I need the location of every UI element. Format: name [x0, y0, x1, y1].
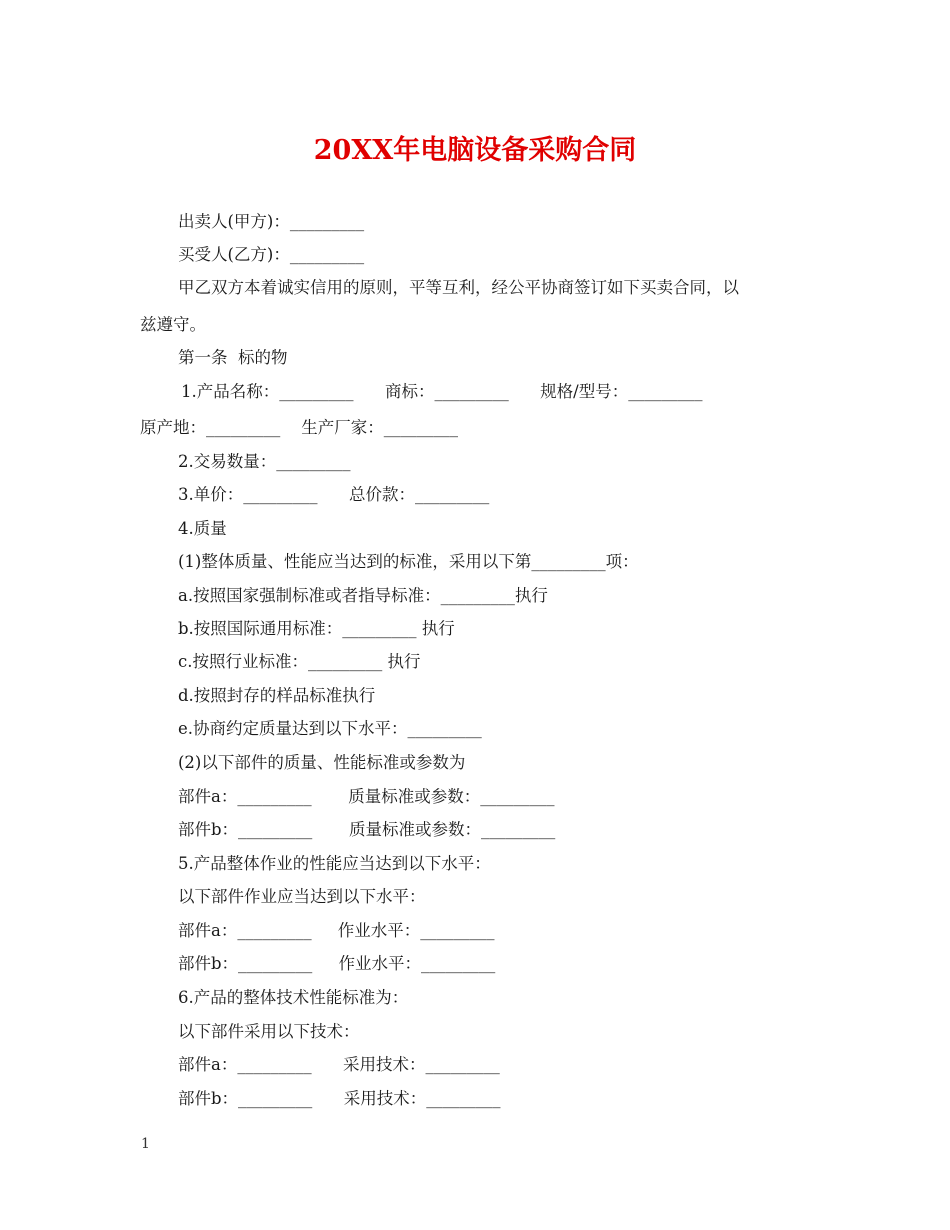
part-b-technology: 部件b：_________ 采用技术：_________ [178, 1089, 501, 1108]
quantity-line: 2.交易数量：_________ [178, 452, 351, 471]
origin-line: 原产地：_________ 生产厂家：_________ [140, 418, 458, 437]
technical-heading: 6.产品的整体技术性能标准为： [178, 988, 409, 1007]
quality-clause-2: (2)以下部件的质量、性能标准或参数为 [178, 753, 466, 772]
quality-option-b: b.按照国际通用标准：_________ 执行 [178, 619, 455, 638]
preamble-line: 甲乙双方本着诚实信用的原则，平等互利，经公平协商签订如下买卖合同，以 [178, 278, 739, 297]
quality-heading: 4.质量 [178, 519, 227, 538]
part-b-quality: 部件b：_________ 质量标准或参数：_________ [178, 820, 556, 839]
quality-option-d: d.按照封存的样品标准执行 [178, 686, 376, 705]
document-title: 20XX年电脑设备采购合同 [313, 135, 637, 166]
part-b-performance: 部件b：_________ 作业水平：_________ [178, 954, 496, 973]
part-a-technology: 部件a：_________ 采用技术：_________ [178, 1055, 500, 1074]
parts-technology-intro: 以下部件采用以下技术： [178, 1022, 360, 1041]
quality-option-c: c.按照行业标准：_________ 执行 [178, 652, 421, 671]
page-number: 1 [141, 1136, 150, 1152]
buyer-line: 买受人(乙方)：_________ [178, 245, 365, 264]
price-line: 3.单价：_________ 总价款：_________ [178, 485, 490, 504]
article-one-heading: 第一条 标的物 [178, 348, 288, 367]
part-a-performance: 部件a：_________ 作业水平：_________ [178, 921, 495, 940]
quality-option-e: e.协商约定质量达到以下水平：_________ [178, 719, 482, 738]
quality-clause-1: (1)整体质量、性能应当达到的标准，采用以下第_________项： [178, 552, 639, 571]
product-info-line: 1.产品名称：_________ 商标：_________ 规格/型号：_________ [181, 382, 703, 401]
preamble-line-cont: 兹遵守。 [140, 315, 206, 334]
part-a-quality: 部件a：_________ 质量标准或参数：_________ [178, 787, 555, 806]
performance-heading: 5.产品整体作业的性能应当达到以下水平： [178, 854, 491, 873]
parts-performance-intro: 以下部件作业应当达到以下水平： [178, 887, 426, 906]
quality-option-a: a.按照国家强制标准或者指导标准：_________执行 [178, 586, 548, 605]
seller-line: 出卖人(甲方)：_________ [178, 212, 365, 231]
